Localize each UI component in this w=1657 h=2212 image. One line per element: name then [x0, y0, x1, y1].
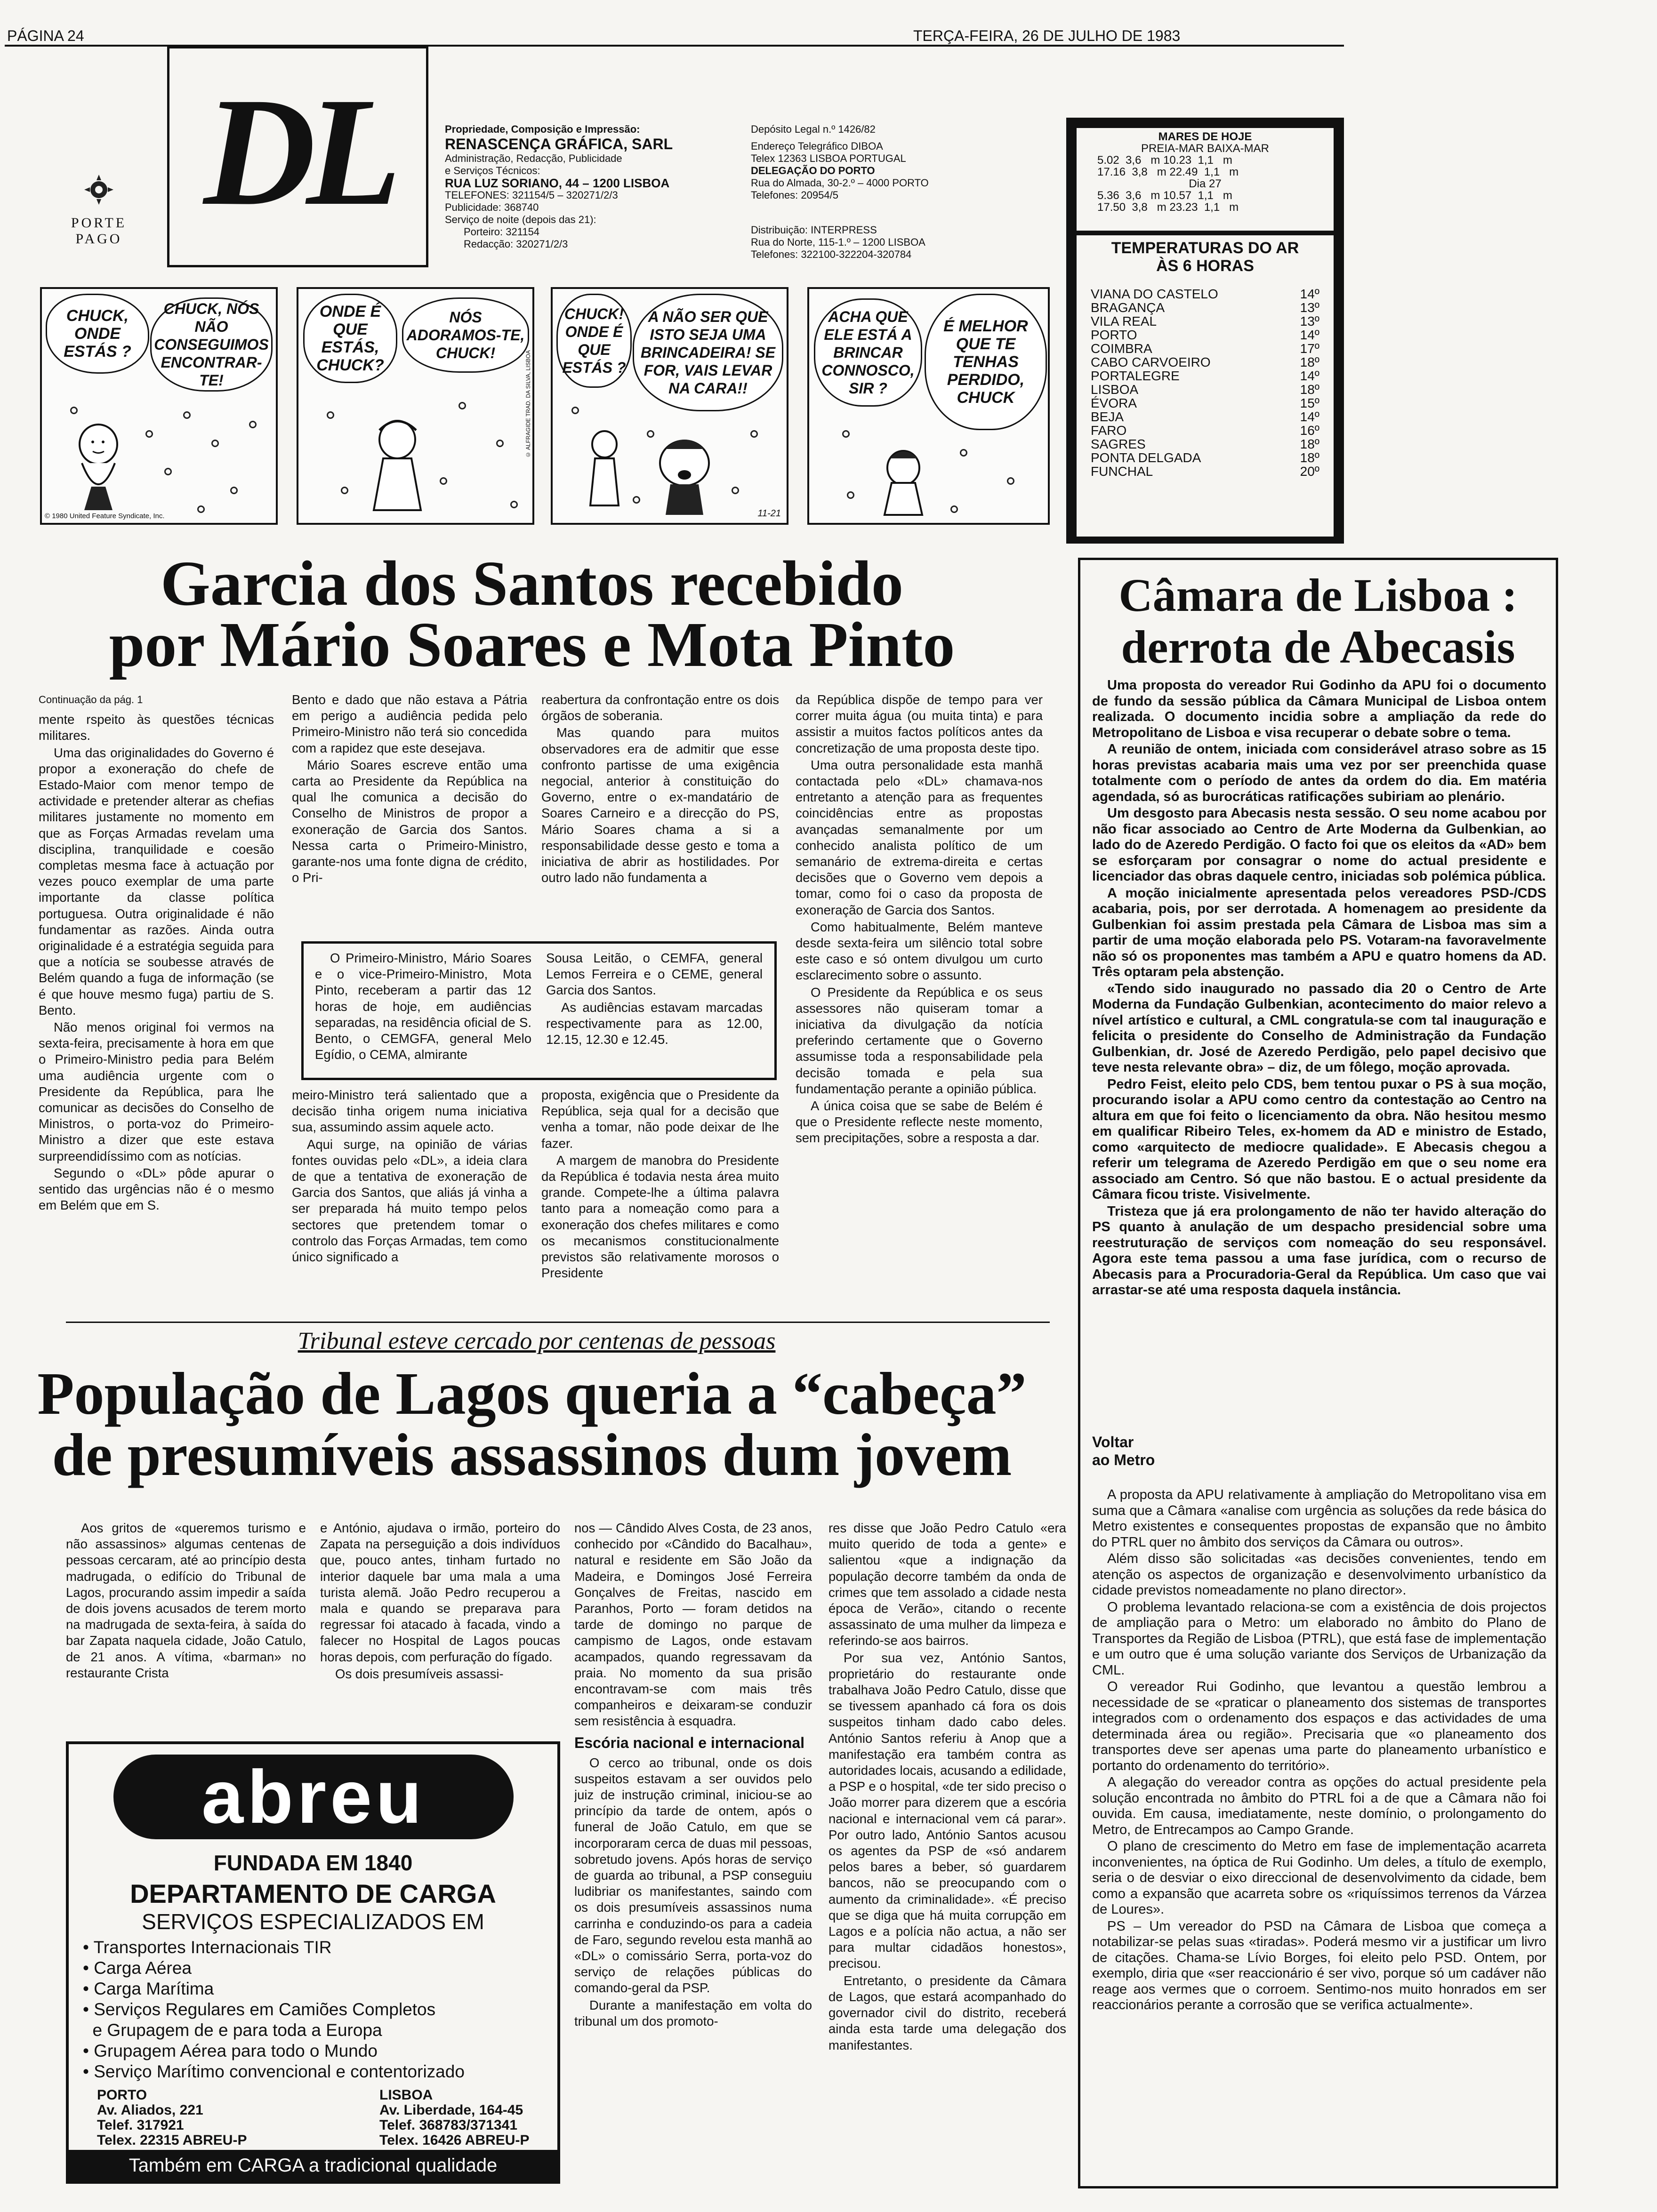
tide-row: 17.16 3,8 m 22.49 1,1 m [1097, 166, 1239, 178]
article1-column-2-bottom: meiro-Ministro terá salientado que a decisão tinha origem numa iniciativa sua, assumindo assim aquele acto. Aqui surge, na opinião de várias fontes ouvidas pelo «DL», a ideia clara de que a tentativa de exoneração de Garcia dos Santos, que aliás já vinha a ser preparada há muito tempo pelos sectores que pretendem tomar o controlo das Forças Armadas, tem como único significado a [292, 1088, 527, 1265]
snow-figure-illustration [42, 289, 278, 525]
temperature-city: PORTALEGRE [1091, 369, 1180, 383]
temperature-row [1091, 437, 1319, 451]
abreu-porto: PORTO Av. Aliados, 221 Telef. 317921 Telex. 22315 ABREU-P [97, 2087, 247, 2148]
article2-kicker: Tribunal esteve cercado por centenas de pessoas [298, 1328, 776, 1354]
comic-strip [40, 287, 1050, 525]
article1-column-3-top: reabertura da confrontação entre os dois órgãos de soberania. Mas quando para muitos observadores era de admitir que esse confronto partisse de uma exigência negocial, anterior à constituição do Governo, entre o ex-mandatário de Soares Carneiro e a direcção do PS, Mário Soares chama a si a responsabilidade desse gesto e toma a iniciativa de abrir as hostilidades. Por outro lado não fundamenta a [541, 692, 779, 885]
article2-headline-line2: de presumíveis assassinos dum jovem [52, 1421, 1012, 1488]
temperature-city: SAGRES [1091, 437, 1146, 451]
tides-columns: PREIA-MAR BAIXA-MAR [1141, 142, 1270, 155]
dl-logo: DL [203, 66, 392, 238]
tides-box [1077, 128, 1334, 231]
abreu-logo [113, 1755, 514, 1839]
comic-copyright: © 1980 United Feature Syndicate, Inc. [45, 512, 165, 520]
temperature-row [1091, 301, 1319, 314]
temperature-city: CABO CARVOEIRO [1091, 355, 1211, 369]
abreu-service-item: • Transportes Internacionais TIR [83, 1938, 332, 1957]
speech-bubble: ONDE É QUE ESTÁS, CHUCK? [303, 294, 397, 383]
temperature-city: FUNCHAL [1091, 464, 1153, 479]
logo-box [167, 46, 428, 267]
article2-subhead: Escória nacional e internacional [574, 1734, 805, 1751]
temperature-value: 14º [1300, 409, 1319, 424]
temperature-city: FARO [1091, 423, 1127, 438]
temperature-city: PONTA DELGADA [1091, 450, 1201, 465]
temperature-city: VIANA DO CASTELO [1091, 287, 1218, 301]
porte-pago-stamp [71, 172, 127, 247]
temperature-row [1091, 465, 1319, 478]
abreu-founded: FUNDADA EM 1840 [213, 1851, 413, 1875]
abreu-tagline: Também em CARGA a tradicional qualidade [69, 2150, 557, 2181]
crest-icon [82, 172, 115, 209]
deposit-block: Depósito Legal n.º 1426/82 Endereço Telegráfico DIBOA Telex 12363 LISBOA PORTUGAL DELEGAÇÃO DO PORTO Rua do Almada, 30-2.º – 4000 PORTO Telefones: 20954/5 Distribuição: INTERPRESS Rua do Norte, 115-1.º – 1200 LISBOA Telefones: 322100-322204-320784 [751, 123, 929, 260]
temperature-value: 14º [1300, 369, 1319, 383]
speech-bubble: A NÃO SER QUE ISTO SEJA UMA BRINCADEIRA! SE FOR, VAIS LEVAR NA CARA!! [633, 294, 783, 411]
snow-figure-illustration [298, 289, 534, 525]
abreu-service-item: • Serviços Regulares em Camiões Completos [83, 2000, 436, 2019]
article1-headline-line2: por Mário Soares e Mota Pinto [109, 609, 955, 680]
temperature-city: BRAGANÇA [1091, 300, 1165, 315]
temperature-value: 20º [1300, 464, 1319, 479]
tides-title: MARES DE HOJE [1158, 130, 1252, 143]
weather-frame [1066, 118, 1344, 544]
temperature-city: ÉVORA [1091, 396, 1137, 410]
temperature-row [1091, 287, 1319, 301]
temperature-city: VILA REAL [1091, 314, 1157, 329]
article1-headline-line1: Garcia dos Santos recebido [161, 548, 903, 619]
snow-figure-illustration [809, 289, 1050, 525]
temperature-box [1077, 235, 1334, 537]
comic-panel-2 [297, 287, 534, 525]
comic-panel-4 [807, 287, 1050, 525]
abreu-service-item: • Carga Aérea [83, 1958, 192, 1978]
temperature-value: 14º [1300, 328, 1319, 342]
article1-column-3-bottom: proposta, exigência que o Presidente da República, seja qual for a decisão que venha a tomar, não pode deixar de lhe fazer. A margem de manobra do Presidente da República é todavia nesta área muito grande. Compete-lhe a última palavra tanto para a nomeação como para a exoneração dos chefes militares e como os mecanismos constitucionalmente previstos são relativamente morosos o Presidente [541, 1088, 779, 1281]
tide-row: 5.02 3,6 m 10.23 1,1 m [1097, 154, 1232, 167]
article1-column-4: da República dispõe de tempo para ver correr muita água (ou muita tinta) e para assistir a muitos factos políticos antes da concretização de uma proposta deste tipo. Uma outra personalidade esta manhã contactada pelo «DL» chamava-nos entretanto a atenção para as frequentes coincidências entre as propostas avançadas semanalmente por um conhecido analista político de um semanário de extrema-direita e certas decisões que o Governo vem depois a tomar, como foi o caso da proposta de exoneração de Garcia dos Santos. Como habitualmente, Belém manteve desde sexta-feira um silêncio total sobre este caso e só ontem divulgou um curto esclarecimento sobre o assunto. O Presidente da República e os seus assessores não quiseram tomar a iniciativa da divulgação da notícia preferindo certamente que o Governo assumisse toda a responsabilidade pela decisão tomada e pela sua fundamentação perante a opinião pública. A única coisa que se sabe de Belém é que o Presidente reflecte neste momento, sem precipitações, sobre a resposta a dar. [796, 692, 1043, 1146]
temperature-value: 13º [1300, 300, 1319, 315]
abreu-service-item: • Grupagem Aérea para todo o Mundo [83, 2041, 378, 2060]
temperature-city: LISBOA [1091, 382, 1139, 397]
article3-body: Uma proposta do vereador Rui Godinho da APU foi o documento de fundo da sessão pública da Câmara Municipal de Lisboa ontem realizada. O documento incidia sobre a ampliação da rede do Metropolitano de Lisboa e visa recuperar o debate sobre o tema. A reunião de ontem, iniciada com considerável atraso sobre as 15 horas previstas acabaria mais uma vez por ser preenchida quase totalmente com o período de antes da ordem do dia. Em matéria agendada, só as burocráticas ratificações subiriam ao plenário. Um desgosto para Abecasis nesta sessão. O seu nome acabou por não ficar associado ao Centro de Arte Moderna da Gulbenkian, ao lado do de Azeredo Perdigão. O facto foi que os eleitos da «AD» bem se esforçaram por consagrar o nome do actual presidente e licenciador das obras daquele centro, iniciadas sob polémica pública. A moção inicialmente apresentada pelos vereadores PSD-/CDS acabaria, pois, por ser derrotada. A homenagem ao presidente da Gulbenkian foi assim prestada pela Câmara de Lisboa mas sim a partir de uma moção elaborada pelo PS. Votaram-na favoravelmente não só os proponentes mas também a APU e quatro homens da AD. Três optaram pela abstenção. «Tendo sido inaugurado no passado dia 20 o Centro de Arte Moderna da Fundação Gulbenkian, acontecimento do maior relevo a nível artístico e cultural, a CML congratula-se com tal inauguração e felicita o presidente do Conselho de Administração da Fundação Gulbenkian, dr. José de Azeredo Perdigão, pelo papel decisivo que teve nesta relevante obra» – diz, de um fôlego, moção aprovada. Pedro Feist, eleito pelo CDS, bem tentou puxar o PS à sua moção, procurando isolar a APU como centro da contestação ao Centro na altura em que foi feito o licenciamento da obra. Não hesitou mesmo em qualificar Ribeiro Teles, ex-homem da AD e ministro de Estado, como «arquitecto de mediocre qualidade». E Abecasis chegou a referir um telegrama de Azeredo Perdigão em que o seu nome era associado am Centro. Só que não bastou. E o actual presidente da Câmara ficou triste. Visivelmente. Tristeza que já era prolongamento de não ter havido alteração do PS quanto à anulação de um despacho presidencial sobre uma reestruturação de serviços com nomeação do seu responsável. Agora este tema passou a uma fase jurídica, com o recurso de Abecasis para a Procuradoria-Geral da República. Um caso que vai arrastar-se até uma resposta daquela instância. [1092, 678, 1546, 1298]
comic-credit: © ALFRAGIDE TRAD. DA SILVA, LISBOA [525, 350, 531, 458]
article2-column-1: Aos gritos de «queremos turismo e não assassinos» algumas centenas de pessoas cercaram, até ao princípio desta madrugada, o edifício do Tribunal de Lagos, procurando assim impedir a saída de dois jovens acusados de terem morto na madrugada de sexta-feira, à saída do bar Zapata naquela cidade, João Catulo, de 21 anos. A vítima, «barman» no restaurante Crista [66, 1521, 306, 1680]
audiences-box [301, 941, 777, 1080]
speech-bubble: NÓS ADORAMOS-TE, CHUCK! [402, 297, 529, 373]
temperature-row [1091, 355, 1319, 369]
temperature-row [1091, 342, 1319, 355]
temperature-city: COIMBRA [1091, 341, 1152, 356]
ownership-block: Propriedade, Composição e Impressão: RENASCENÇA GRÁFICA, SARL Administração, Redacção, Publicidade e Serviços Técnicos: RUA LUZ SORIANO, 44 – 1200 LISBOA TELEFONES: 321154/5 – 320271/2/3 Publicidade: 368740 Serviço de noite (depois das 21): Porteiro: 321154 Redacção: 320271/2/3 [445, 123, 673, 250]
issue-date: TERÇA-FEIRA, 26 DE JULHO DE 1983 [913, 27, 1181, 44]
abreu-service-item: • Serviço Marítimo convencional e contentorizado [83, 2062, 465, 2081]
temperature-value: 17º [1300, 341, 1319, 356]
temperature-value: 15º [1300, 396, 1319, 410]
article2-headline-line1: População de Lagos queria a “cabeça” [37, 1360, 1027, 1427]
comic-date-mark: 11-21 [757, 508, 781, 519]
article3-headline-line2: derrota de Abecasis [1121, 621, 1515, 673]
audiences-box-right: Sousa Leitão, o CEMFA, general Lemos Ferreira e o CEME, general Garcia dos Santos. As audiências estavam marcadas respectivamente para as 12.00, 12.15, 12.30 e 12.45. [546, 951, 763, 1047]
article2-column-2: e António, ajudava o irmão, porteiro do Zapata na perseguição a dois indivíduos que, pouco antes, tinham furtado no interior daquele bar uma mala a uma turista alemã. João Pedro recuperou a mala e quando se preparava para regressar foi atacado à facada, vindo a falecer no Hospital de Lagos poucas horas depois, com perfuração do fígado. Os dois presumíveis assassi- [320, 1521, 560, 1681]
tide-row: 17.50 3,8 m 23.23 1,1 m [1097, 201, 1239, 214]
abreu-lisboa: LISBOA Av. Liberdade, 164-45 Telef. 368783/371341 Telex. 16426 ABREU-P [379, 2087, 530, 2148]
temperature-row [1091, 410, 1319, 424]
comic-panel-1 [40, 287, 278, 525]
abreu-brand: abreu [201, 1755, 426, 1839]
temperature-value: 13º [1300, 314, 1319, 329]
temperature-row [1091, 314, 1319, 328]
temperature-list [1091, 287, 1319, 478]
porte-line1: PORTE [71, 215, 127, 231]
temperature-subtitle: ÀS 6 HORAS [1156, 257, 1254, 275]
article2-column-4: res disse que João Pedro Catulo «era muito querido de toda a gente» e salientou «que a indignação da população decorre também da onda de crimes que tem assolado a cidade nesta época de Verão», citando o recente assassinato de uma mulher da limpeza e referindo-se aos bairros. Por sua vez, António Santos, proprietário do restaurante onde trabalhava João Pedro Catulo, disse que se tivessem apanhado cá fora os dois suspeitos tinham dado cabo deles. António Santos referiu à Anop que a manifestação era também contra as autoridades locais, acusando a edilidade, a PSP e o hospital, «de ter sido preciso o João morrer para dizerem que a escória nacional e internacional vem cá parar». Por outro lado, António Santos acusou os agentes da PSP de «só andarem pelos bares a beber, só guardarem bancos, não se preocupando com o aumento da criminalidade». «É preciso que se diga que há muita corrupção em Lagos e a polícia não actua, a não ser para multar cidadãos honestos», precisou. Entretanto, o presidente da Câmara de Lagos, que estará acompanhado do governador civil do distrito, receberá ainda esta tarde uma delegação dos manifestantes. [828, 1521, 1066, 2052]
temperature-value: 14º [1300, 287, 1319, 301]
comic-panel-3 [551, 287, 788, 525]
speech-bubble: CHUCK, ONDE ESTÁS ? [46, 294, 149, 374]
snow-figure-illustration [553, 289, 788, 525]
abreu-service-item: e Grupagem de e para toda a Europa [83, 2020, 382, 2040]
temperature-value: 18º [1300, 437, 1319, 451]
tide-row: 5.36 3,6 m 10.57 1,1 m [1097, 189, 1232, 202]
speech-bubble: É MELHOR QUE TE TENHAS PERDIDO, CHUCK [925, 294, 1047, 430]
tide-day: Dia 27 [1189, 177, 1222, 190]
abreu-department: DEPARTAMENTO DE CARGA [130, 1879, 496, 1908]
article3-headline-line1: Câmara de Lisboa : [1118, 569, 1518, 621]
article3-subhead: Voltar ao Metro [1092, 1434, 1155, 1468]
speech-bubble: ACHA QUE ELE ESTÁ A BRINCAR CONNOSCO, SIR ? [814, 298, 922, 407]
temperature-city: PORTO [1091, 328, 1137, 342]
temperature-row [1091, 328, 1319, 342]
temperature-row [1091, 383, 1319, 396]
temperature-value: 18º [1300, 382, 1319, 397]
temperature-row [1091, 451, 1319, 465]
article1-bottom-rule [66, 1322, 1050, 1323]
speech-bubble: CHUCK, NÓS NÃO CONSEGUIMOS ENCONTRAR-TE! [150, 297, 273, 392]
temperature-row [1091, 396, 1319, 410]
audiences-box-left: O Primeiro-Ministro, Mário Soares e o vice-Primeiro-Ministro, Mota Pinto, receberam a partir das 12 horas de hoje, em audiências separadas, na residência oficial de S. Bento, o CEMGFA, general Melo Egídio, o CEMA, almirante [315, 951, 531, 1062]
temperature-title: TEMPERATURAS DO AR [1111, 239, 1299, 257]
temperature-value: 18º [1300, 450, 1319, 465]
abreu-services-list [83, 1937, 549, 2082]
porte-line2: PAGO [75, 231, 122, 247]
temperature-city: BEJA [1091, 409, 1124, 424]
abreu-service-item: • Carga Marítima [83, 1979, 214, 1998]
temperature-value: 18º [1300, 355, 1319, 369]
article3-metro-body: A proposta da APU relativamente à ampliação do Metropolitano visa em suma que a Câmara «analise com urgência as soluções da rede básica do Metro existentes e consequentes propostas de expansão que no âmbito do PTRL quer no âmbito dos serviços da Câmara ou outros». Além disso são solicitadas «as decisões convenientes, tendo em atenção os aspectos de organização e desenvolvimento urbanístico da cidade previstos nomeadamente no plano director». O problema levantado relaciona-se com a existência de dois projectos de ampliação para o Metro: um elaborado no âmbito do Plano de Transportes da Região de Lisboa (PTRL), que está fase de implementação e um outro que é uma solução variante dos Serviços de Urbanização da CML. O vereador Rui Godinho, que levantou a questão lembrou a necessidade de se «praticar o planeamento dos sistemas de transportes integrados com o ordenamento dos espaços e das actividades de uma determinada área ou região». Precisaria que «o planeamento dos transportes deve ser apenas uma parte do planeamento urbanístico e portanto do ordenamento do território». A alegação do vereador contra as opções do actual presidente pela solução encontrada no âmbito do PTRL foi a de que a Câmara não foi ouvida. Em causa, imediatamente, neste domínio, o prolongamento do Metro, de Entrecampos ao Campo Grande. O plano de crescimento do Metro em fase de implementação acarreta inconvenientes, na óptica de Rui Godinho. Um deles, a título de exemplo, seria o de desviar o eixo direccional de desenvolvimento da cidade, bem como a expansão que acarreta sobre os «riquíssimos terrenos da Várzea de Loures». PS – Um vereador do PSD na Câmara de Lisboa que começa a notabilizar-se pelas suas «tiradas». Poderá mesmo vir a justificar um livro de citações. Chama-se Lívio Borges, foi eleito pelo PSD. Ontem, por exemplo, diria que «ser reaccionário é ser vivo, porque só um cadáver não reage aos vermes que o corroem. Sentimo-nos muito honrados em ser reaccionários perante a corrosão que se verifica actualmente». [1092, 1487, 1546, 2012]
page-number: PÁGINA 24 [7, 27, 84, 44]
abreu-advertisement [66, 1741, 560, 2184]
abreu-services-title: SERVIÇOS ESPECIALIZADOS EM [142, 1909, 484, 1934]
article1-column-2-top: Bento e dado que não estava a Pátria em perigo a audiência pedida pelo Primeiro-Ministro não terá sio concedida com a rapidez que este desejava. Mário Soares escreve então uma carta ao Presidente da República na qual lhe comunica a decisão do Conselho de Ministros de propor a exoneração de Garcia dos Santos. Nessa carta o Primeiro-Ministro, garante-nos uma fonte digna de crédito, o Pri- [292, 692, 527, 885]
article1-column-1: Continuação da pág. 1 mente rspeito às questões técnicas militares. Uma das originalidades do Governo é propor a exoneração do chefe de Estado-Maior com menor tempo de actividade e pretender alterar as chefias militares justamente no momento em que as Forças Armadas revelam uma disciplina, tranquilidade e coesão completas mesma face à actuação por vezes pouco exemplar de uma parte importante da classe política portuguesa. Outra originalidade é não fundamentar as razões. Ainda outra originalidade é a estratégia seguida para que a notícia se soubesse através de Belém quando a fuga de informação (se é que houve mesmo fuga) partiu de S. Bento. Não menos original foi vermos na sexta-feira, precisamente à hora em que o Primeiro-Ministro pedia para Belém uma audiência urgente com o Presidente da República, para lhe comunicar as decisões do Conselho de Ministros, o porta-voz do Primeiro-Ministro a dizer que este estava surpreendidíssimo com as notícias. Segundo o «DL» pôde apurar o sentido das urgências não é o mesmo em Belém que em S. [39, 694, 274, 1213]
temperature-value: 16º [1300, 423, 1319, 438]
temperature-row [1091, 424, 1319, 437]
temperature-row [1091, 369, 1319, 383]
speech-bubble: CHUCK! ONDE É QUE ESTÁS ? [556, 294, 632, 388]
article2-column-3: nos — Cândido Alves Costa, de 23 anos, conhecido por «Cândido do Bacalhau», natural e residente em São João da Madeira, e Domingos José Ferreira Gonçalves de Freitas, nascido em Paranhos, Porto — foram detidos na tarde de domingo no parque de campismo de Lagos, onde estavam acampados, quando regressavam da praia. No momento da sua prisão encontravam-se com mais três companheiros e deixaram-se conduzir sem resistência à esquadra. Escória nacional e internacional O cerco ao tribunal, onde os dois suspeitos estavam a ser ouvidos pelo juiz de instrução criminal, iniciou-se ao princípio da tarde de ontem, após o funeral de João Catulo, em que se incorporaram cerca de duas mil pessoas, sobretudo jovens. Após horas de serviço de guarda ao tribunal, a PSP conseguiu ludibriar os manifestantes, saindo com os dois presumíveis assassinos numa carrinha e conduzindo-os para a cadeia de Faro, segundo revelou esta manhã ao «DL» o comissário Serra, porta-voz do serviço de relações públicas do comando-geral da PSP. Durante a manifestação em volta do tribunal um dos promoto- [574, 1521, 812, 2028]
